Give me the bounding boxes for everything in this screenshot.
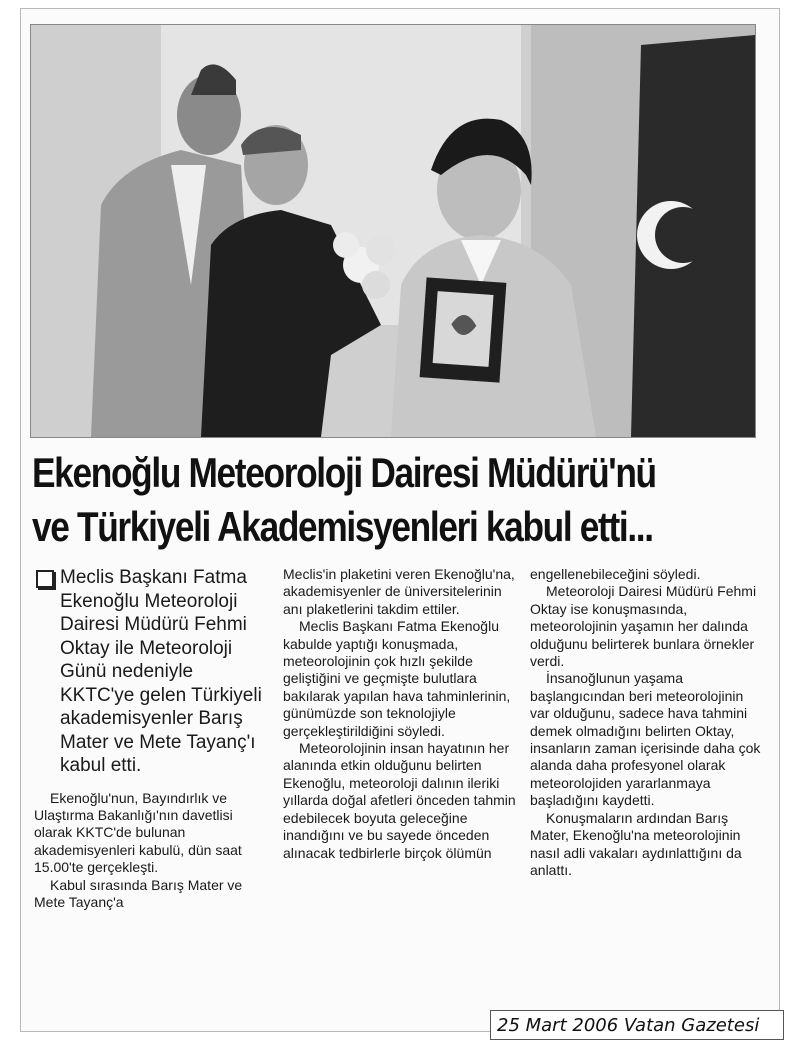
headline-line-1: Ekenoğlu Meteoroloji Dairesi Müdürü'nü: [32, 449, 656, 496]
article-column-1: [34, 566, 268, 911]
article-column-2: [283, 566, 519, 862]
headline: [32, 446, 654, 554]
paragraph: Kabul sırasında Barış Mater ve Mete Tayanç'a: [34, 876, 243, 910]
paragraph: İnsanoğlunun yaşama başlangıcından beri meteorolojinin var olduğunu, sadece hava tahmini demek olmadığını belirten Oktay, insanların zaman içerisinde daha çok alanda daha profesyonel olarak meteorolojiden yararlanmaya başladığını kaydetti.: [530, 670, 761, 809]
bullet-box-icon: [36, 570, 54, 588]
lead-text: Meclis Başkanı Fatma Ekenoğlu Meteoroloji Dairesi Müdürü Fehmi Oktay ile Meteoroloji Günü nedeniyle KKTC'ye gelen Türkiyeli akademisyenler Barış Mater ve Mete Tayanç'ı kabul etti.: [60, 567, 262, 776]
paragraph: Meteorolojinin insan hayatının her alanında etkin olduğunu belirten Ekenoğlu, meteoroloji dalının ileriki yıllarda doğal afetleri önceden tahmin edebilecek boyuta geleceğine inandığını ve bu sayede önceden alınacak tedbirlerle birçok ölümün: [283, 740, 516, 861]
paragraph: Meteoroloji Dairesi Müdürü Fehmi Oktay ise konuşmasında, meteorolojinin yaşamın her dalında olduğunu belirterek bunlara örnekler verdi.: [530, 583, 757, 670]
article-column-3: [530, 566, 762, 879]
paragraph: Konuşmaların ardından Barış Mater, Ekenoğlu'na meteorolojinin nasıl adli vakaları aydınlattığını da anlattı.: [530, 809, 742, 878]
headline-line-2: ve Türkiyeli Akademisyenleri kabul etti...: [32, 503, 653, 550]
paragraph: engellenebileceğini söyledi.: [530, 566, 701, 582]
source-caption: 25 Mart 2006 Vatan Gazetesi: [490, 1010, 784, 1040]
paragraph: Meclis'in plaketini veren Ekenoğlu'na, akademisyenler de üniversitelerinin anı plaketlerini takdim ettiler.: [283, 566, 515, 617]
lead-paragraph: [34, 566, 268, 778]
news-photo: [30, 24, 756, 438]
photo-illustration: [31, 25, 755, 437]
paragraph: Meclis Başkanı Fatma Ekenoğlu kabulde yaptığı konuşmada, meteorolojinin çok hızlı şekilde geliştiğini ve geçmişte bulutlara bakılarak yapılan hava tahminlerinin, günümüzde son teknolojiyle gerçekleştirildiğini söyledi.: [283, 618, 511, 739]
paragraph: Ekenoğlu'nun, Bayındırlık ve Ulaştırma Bakanlığı'nın davetlisi olarak KKTC'de bulunan akademisyenleri kabulü, dün saat 15.00'te gerçekleşti.: [34, 789, 242, 876]
